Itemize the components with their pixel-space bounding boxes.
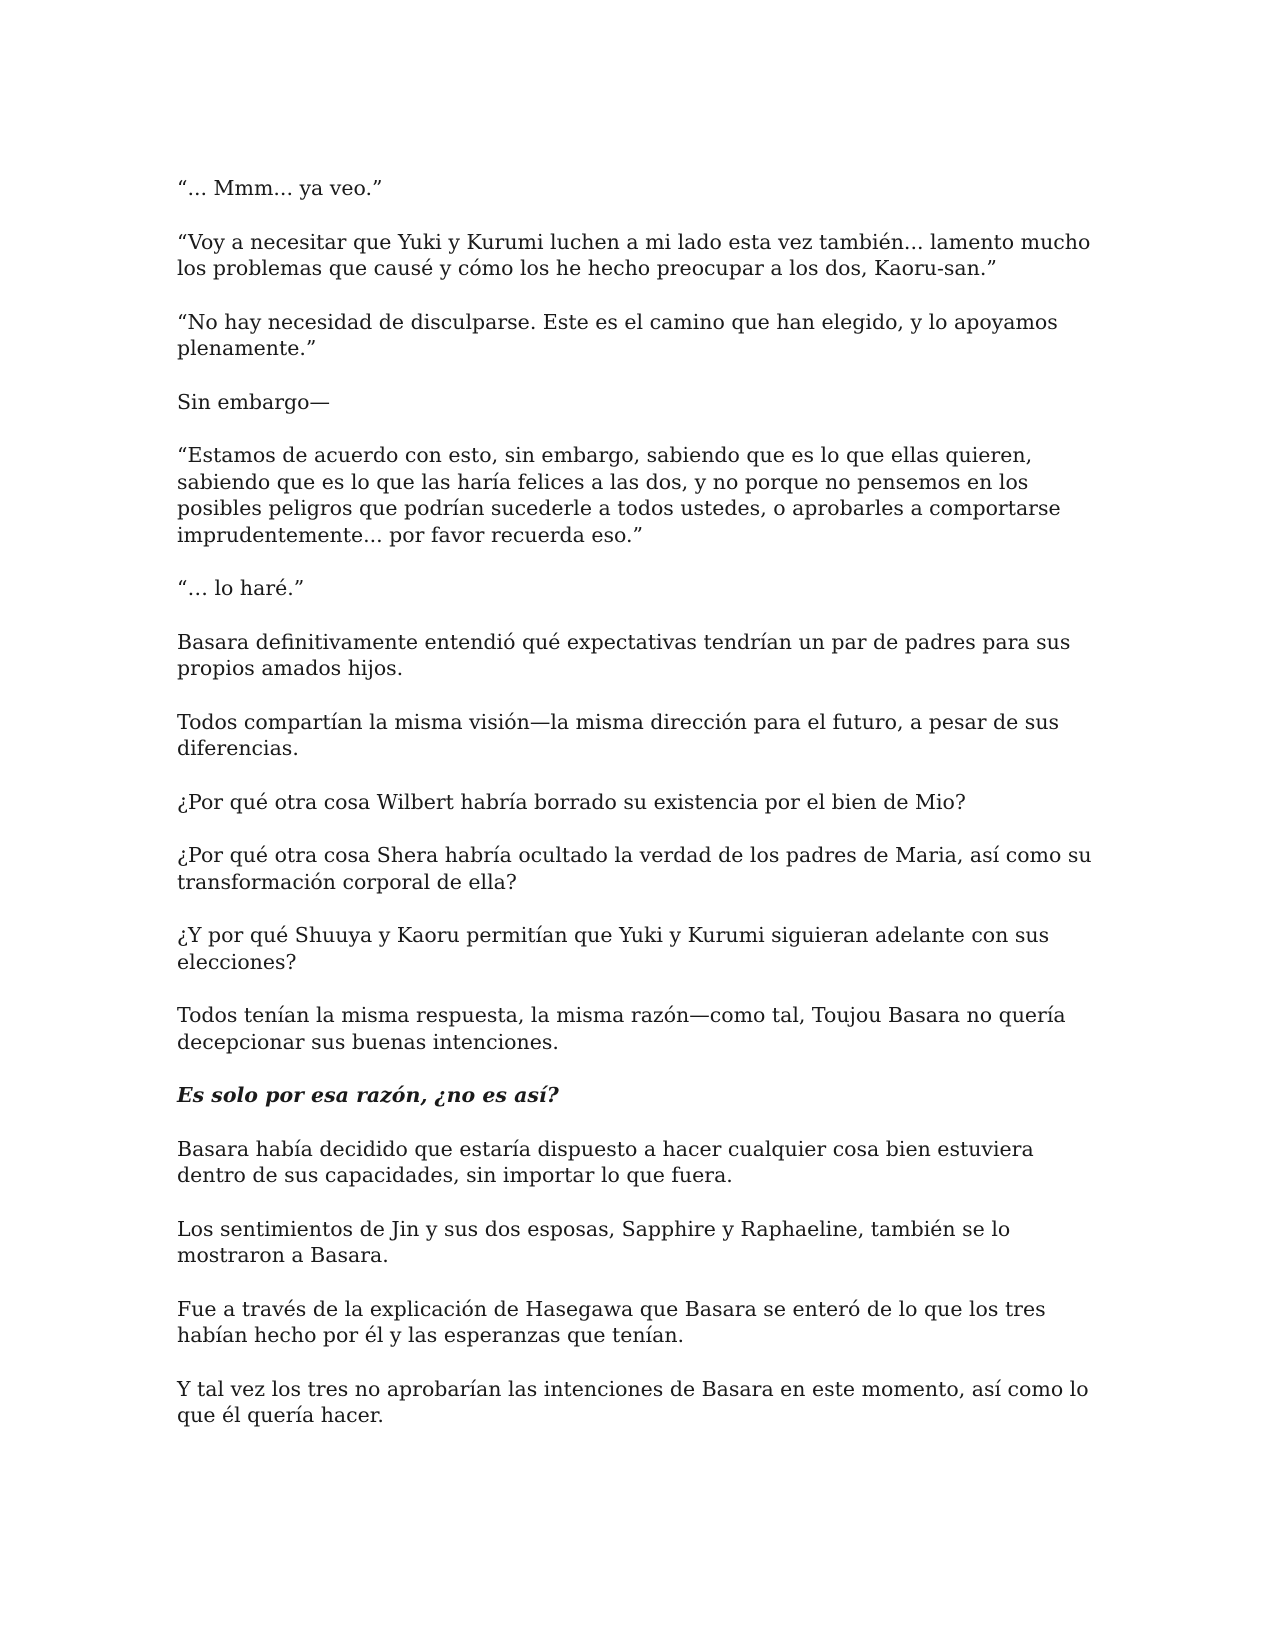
paragraph-7: Basara definitivamente entendió qué expectativas tendrían un par de padres para sus propios amados hijos. [177,629,1071,680]
paragraph-8: Todos compartían la misma visión—la misma dirección para el futuro, a pesar de sus diferencias. [177,709,1060,760]
paragraph-14: Basara había decidido que estaría dispuesto a hacer cualquier cosa bien estuviera dentro de sus capacidades, sin importar lo que fuera. [177,1136,1034,1187]
paragraph-5: “Estamos de acuerdo con esto, sin embargo, sabiendo que es lo que ellas quieren, sabiendo que es lo que las haría felices a las dos, y no porque no pensemos en los posibles peligros que podrían sucederle a todos ustedes, o aprobarles a comportarse imprudentemente... por favor recuerda eso.” [177,443,1061,547]
body-text [177,175,1107,1456]
paragraph-6: “… lo haré.” [177,576,305,600]
paragraph-11: ¿Y por qué Shuuya y Kaoru permitían que Yuki y Kurumi siguieran adelante con sus elecciones? [177,923,1050,974]
paragraph-12: Todos tenían la misma respuesta, la misma razón—como tal, Toujou Basara no quería decepcionar sus buenas intenciones. [177,1003,1066,1054]
paragraph-9: ¿Por qué otra cosa Wilbert habría borrado su existencia por el bien de Mio? [177,789,966,814]
paragraph-10: ¿Por qué otra cosa Shera habría ocultado la verdad de los padres de Maria, así como su transformación corporal de ella? [177,843,1092,894]
paragraph-1: “... Mmm... ya veo.” [177,176,383,200]
emphasized-thought: Es solo por esa razón, ¿no es así? [177,1083,559,1107]
paragraph-2: “Voy a necesitar que Yuki y Kurumi luchen a mi lado esta vez también... lamento mucho los problemas que causé y cómo los he hecho preocupar a los dos, Kaoru-san.” [177,229,1091,280]
paragraph-17: Y tal vez los tres no aprobarían las intenciones de Basara en este momento, así como lo que él quería hacer. [177,1376,1089,1427]
paragraph-16: Fue a través de la explicación de Hasegawa que Basara se enteró de lo que los tres habían hecho por él y las esperanzas que tenían. [177,1296,1046,1347]
paragraph-3: “No hay necesidad de disculparse. Este es el camino que han elegido, y lo apoyamos plenamente.” [177,309,1058,360]
paragraph-4: Sin embargo— [177,389,330,414]
paragraph-15: Los sentimientos de Jin y sus dos esposas, Sapphire y Raphaeline, también se lo mostraron a Basara. [177,1216,1011,1267]
